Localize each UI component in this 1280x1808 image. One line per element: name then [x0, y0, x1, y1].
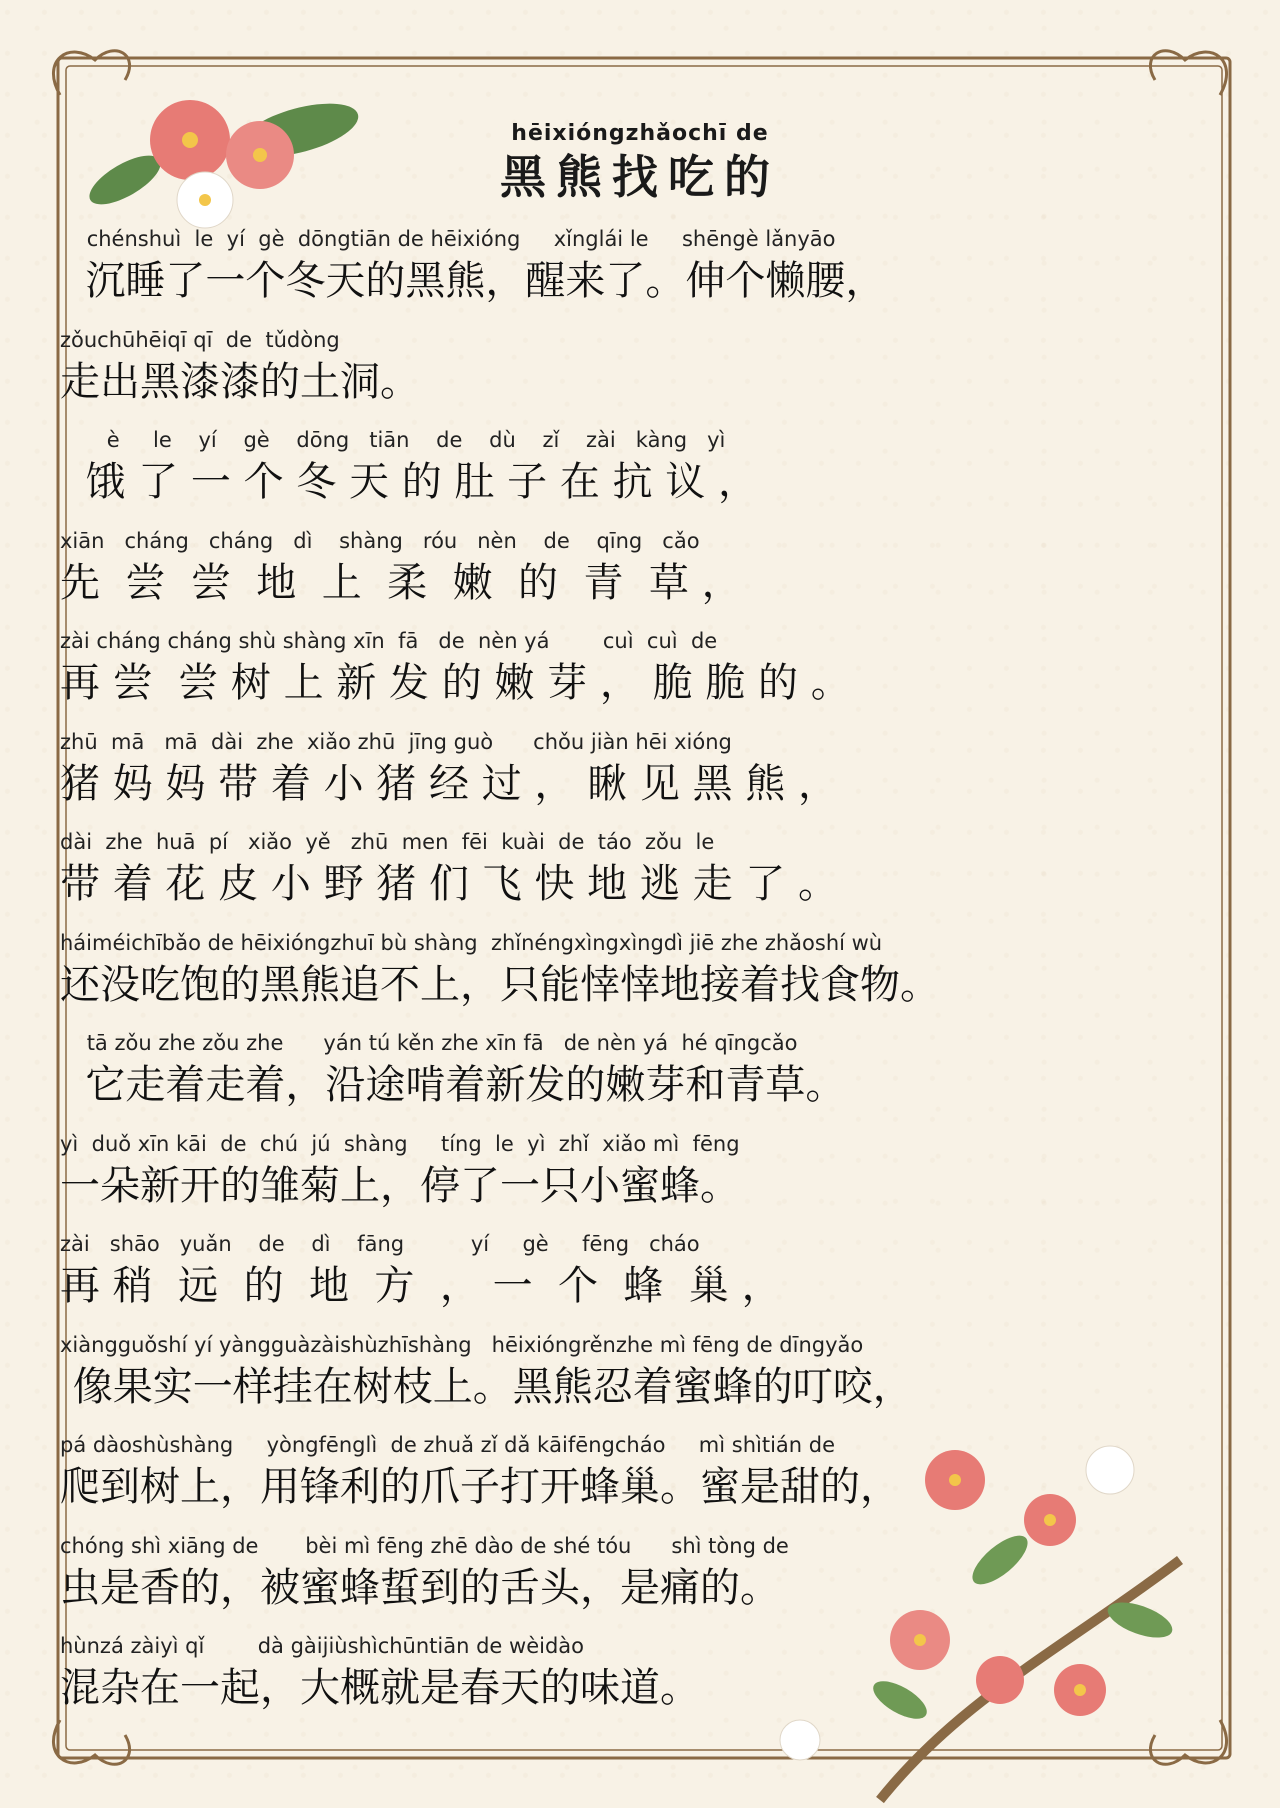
pinyin-line: dài zhe huā pí xiǎo yě zhū men fēi kuài de táo zǒu le [60, 830, 715, 854]
hanzi-line: 混杂在一起，大概就是春天的味道。 [60, 1665, 700, 1711]
hanzi-line: 饿 了 一 个 冬 天 的 肚 子 在 抗 议 ， [60, 459, 759, 505]
pinyin-line: xiān cháng cháng dì shàng róu nèn de qīng cǎo [60, 528, 700, 553]
pinyin-line: chénshuì le yí gè dōngtiān de hēixióng xǐnglái le shēngè lǎnyāo [60, 227, 836, 251]
hanzi-line: 先 尝 尝 地 上 柔 嫩 的 青 草 ， [60, 559, 742, 606]
text-line [60, 1130, 1280, 1231]
pinyin-line: zhū mā mā dài zhe xiǎo zhū jīng guò chǒu jiàn hēi xióng [60, 729, 732, 754]
hanzi-line: 一朵新开的雏菊上，停了一只小蜜蜂。 [60, 1162, 740, 1209]
pinyin-line: zài shāo yuǎn de dì fāng yí gè fēng cháo [60, 1232, 700, 1256]
pinyin-line: è le yí gè dōng tiān de dù zǐ zài kàng yì [60, 428, 726, 452]
text-line [60, 1532, 1280, 1633]
text-line [60, 929, 1280, 1030]
pinyin-line: pá dàoshùshàng yòngfēnglì de zhuǎ zǐ dǎ kāifēngcháo mì shìtián de [60, 1433, 836, 1457]
title-block [0, 120, 1280, 206]
pinyin-line: háiméichībǎo de hēixióngzhuī bù shàng zhǐnéngxìngxìngdì jiē zhe zhǎoshí wù [60, 930, 883, 955]
text-line [60, 1331, 1280, 1432]
title-pinyin: hēixióngzhǎochī de [511, 121, 769, 146]
page-title: 黑熊找吃的 [500, 150, 780, 204]
text-line [60, 426, 1280, 527]
hanzi-line: 再 稍 远 的 地 方 ， 一 个 蜂 巢 ， [60, 1263, 782, 1309]
hanzi-line: 虫是香的，被蜜蜂蜇到的舌头，是痛的。 [60, 1564, 780, 1611]
text-line [60, 627, 1280, 728]
hanzi-line: 爬到树上，用锋利的爪子打开蜂巢。蜜是甜的， [60, 1464, 900, 1510]
hanzi-line: 带 着 花 皮 小 野 猪 们 飞 快 地 逃 走 了 。 [60, 861, 839, 907]
hanzi-line: 像果实一样挂在树枝上。黑熊忍着蜜蜂的叮咬， [60, 1363, 913, 1410]
text-line [60, 1029, 1280, 1130]
hanzi-line: 沉睡了一个冬天的黑熊，醒来了。伸个懒腰， [60, 258, 886, 304]
text-line [60, 1431, 1280, 1532]
pinyin-line: zǒuchūhēiqī qī de tǔdòng [60, 327, 340, 352]
text-line [60, 828, 1280, 929]
pinyin-line: xiàngguǒshí yí yàngguàzàishùzhīshàng hēixióngrěnzhe mì fēng de dīngyǎo [60, 1332, 864, 1357]
story-body [60, 225, 1280, 1733]
pinyin-line: chóng shì xiāng de bèi mì fēng zhē dào de shé tóu shì tòng de [60, 1533, 789, 1558]
text-line [60, 728, 1280, 829]
text-line [60, 1632, 1280, 1733]
pinyin-line: hùnzá zàiyì qǐ dà gàijiùshìchūntiān de wèidào [60, 1634, 584, 1658]
text-line [60, 326, 1280, 427]
hanzi-line: 猪 妈 妈 带 着 小 猪 经 过 ， 瞅 见 黑 熊 ， [60, 760, 839, 807]
text-line [60, 527, 1280, 628]
text-line [60, 1230, 1280, 1331]
hanzi-line: 它走着走着，沿途啃着新发的嫩芽和青草。 [60, 1062, 846, 1108]
pinyin-line: yì duǒ xīn kāi de chú jú shàng tíng le yì zhǐ xiǎo mì fēng [60, 1131, 740, 1156]
hanzi-line: 还没吃饱的黑熊追不上，只能悻悻地接着找食物。 [60, 961, 940, 1008]
pinyin-line: tā zǒu zhe zǒu zhe yán tú kěn zhe xīn fā de nèn yá hé qīngcǎo [60, 1031, 798, 1055]
hanzi-line: 再 尝 尝 树 上 新 发 的 嫩 芽 ， 脆 脆 的 。 [60, 660, 851, 706]
hanzi-line: 走出黑漆漆的土洞。 [60, 358, 420, 405]
text-line [60, 225, 1280, 326]
pinyin-line: zài cháng cháng shù shàng xīn fā de nèn yá cuì cuì de [60, 629, 718, 653]
